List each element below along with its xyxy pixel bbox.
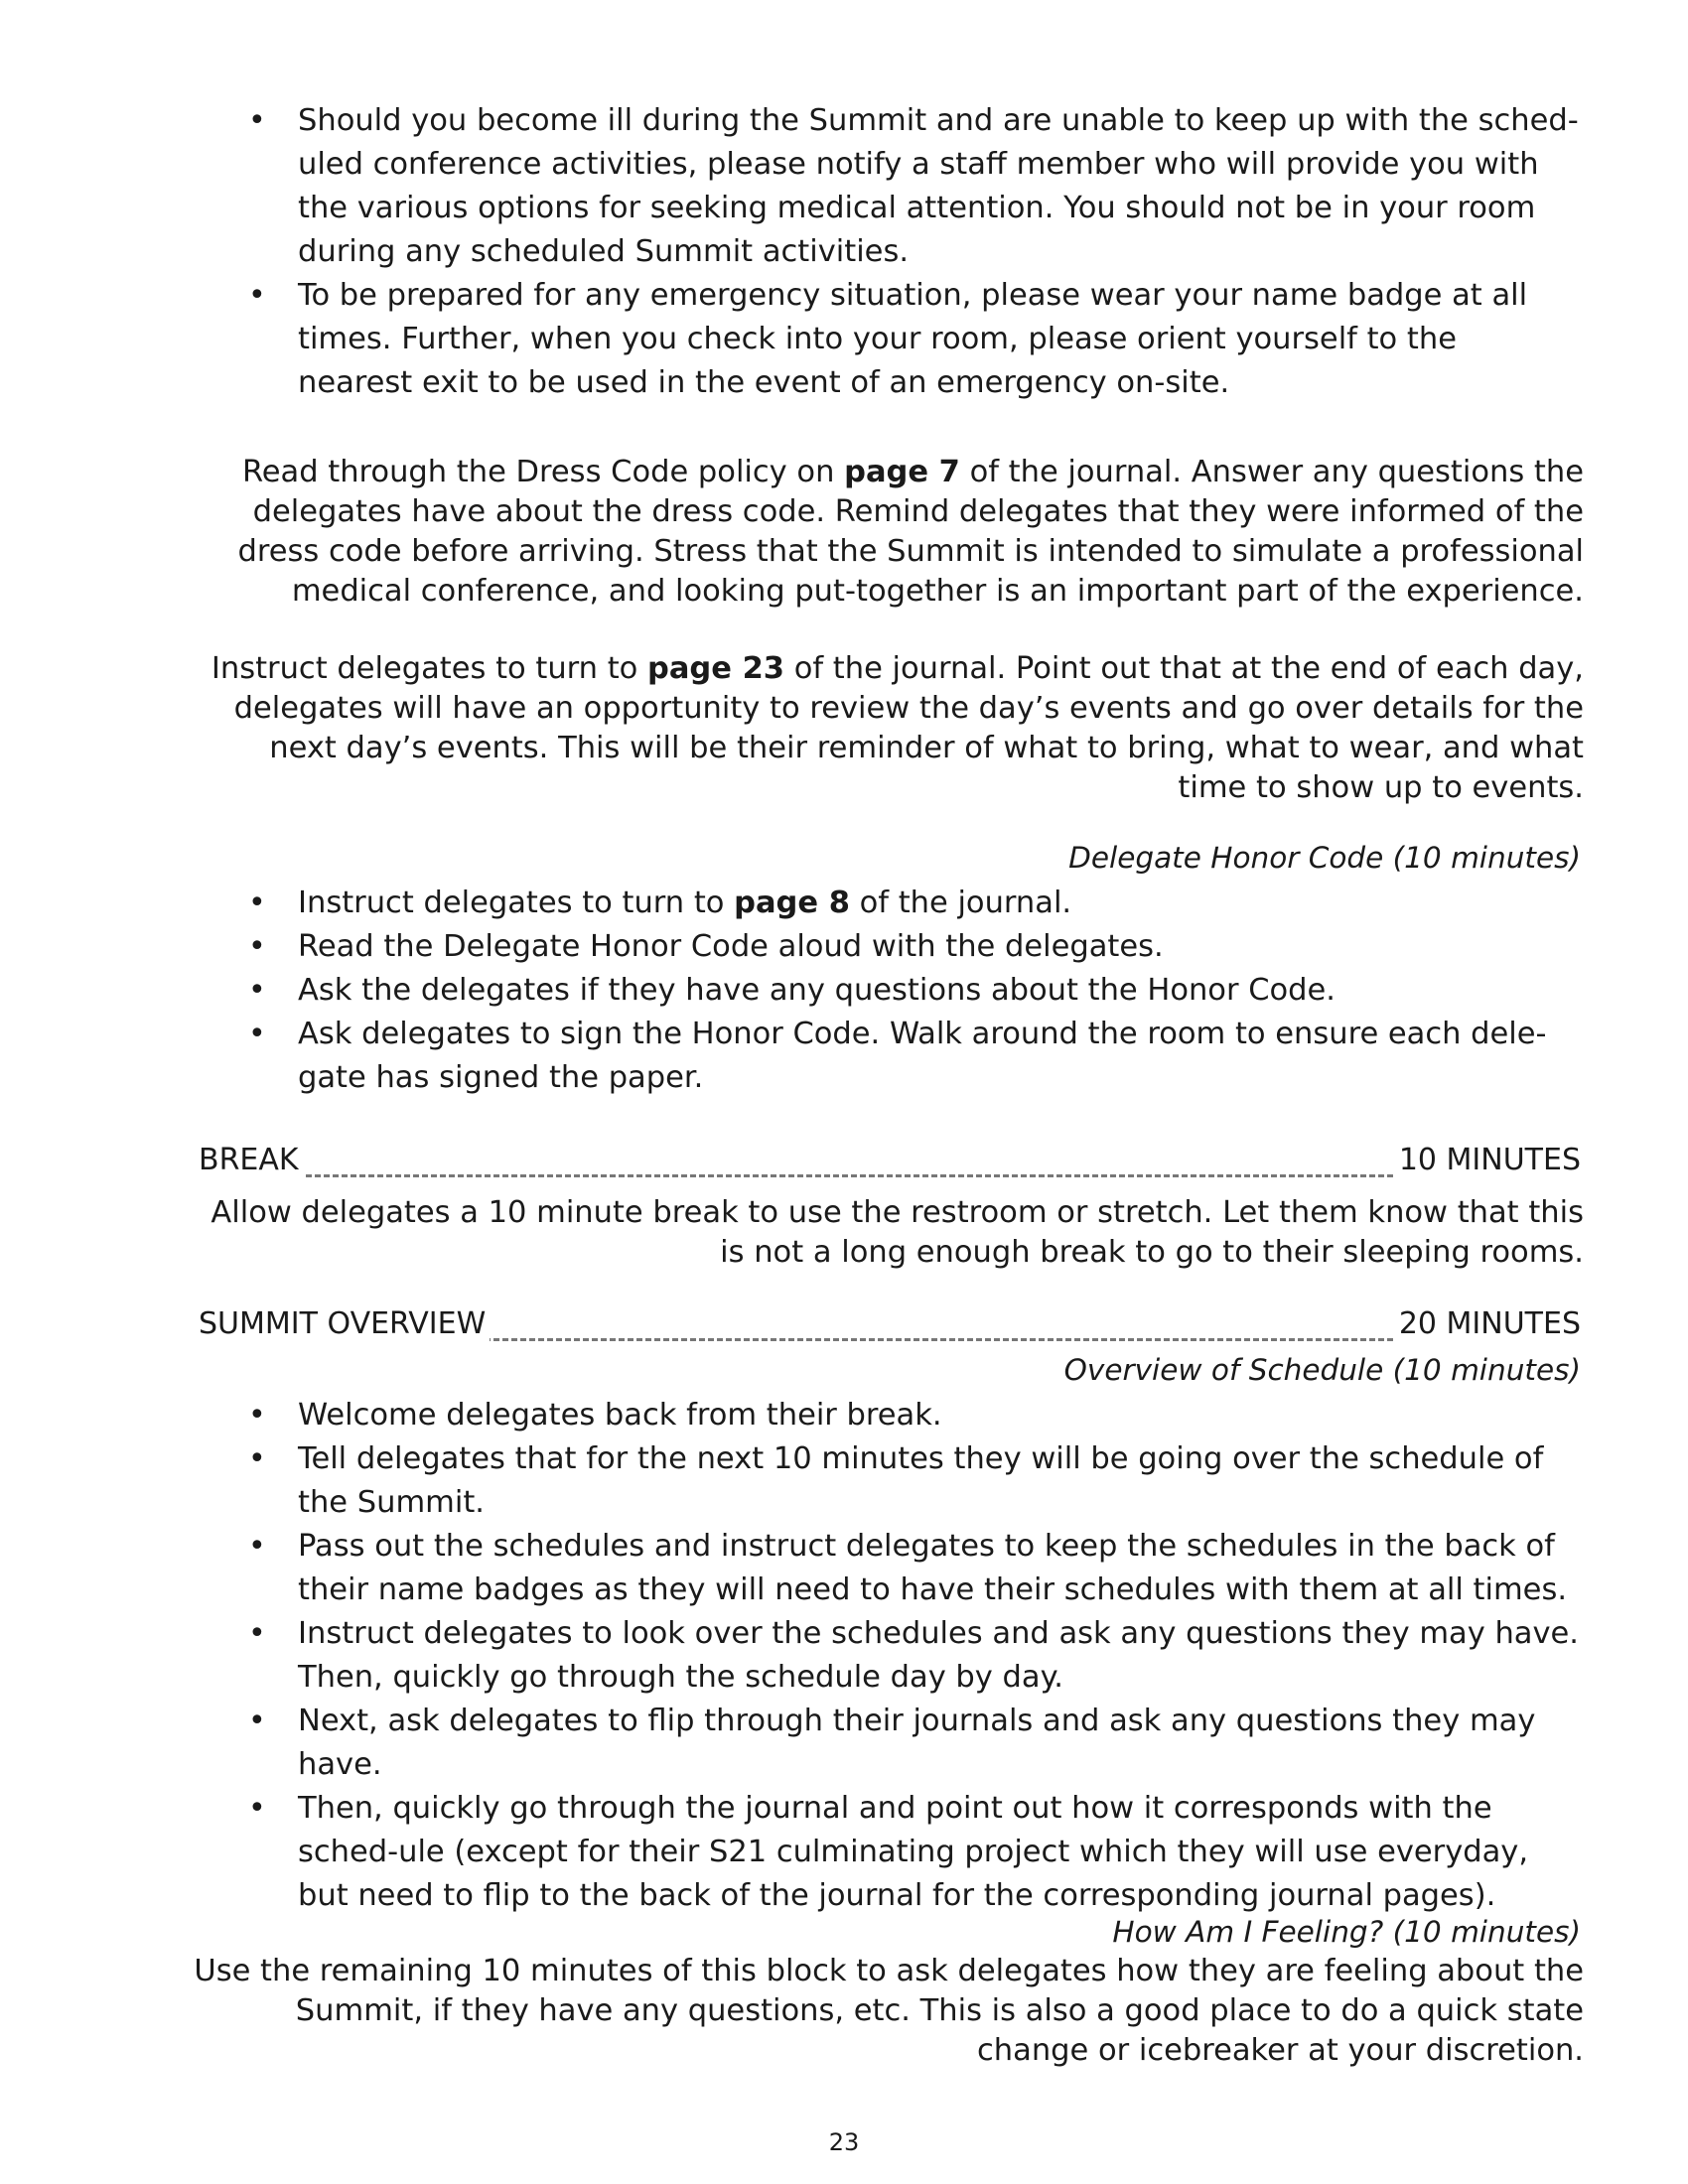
list-item: • Next, ask delegates to flip through their journals and ask any questions they may have. (248, 1700, 1579, 1787)
overview-heading: Overview of Schedule (10 minutes) (1063, 1353, 1581, 1387)
list-item: • Ask the delegates if they have any questions about the Honor Code. (248, 969, 1579, 1013)
top-bullet-list (248, 99, 1579, 405)
honor-code-bullet-list (248, 882, 1579, 1100)
list-item: • Ask delegates to sign the Honor Code. Walk around the room to ensure each dele-gate has signed the paper. (248, 1013, 1579, 1100)
list-item: • Should you become ill during the Summit and are unable to keep up with the sched-uled conference activities, please notify a staff member who will provide you with the various options for seeking medical attention. You should not be in your room during any scheduled Summit activities. (248, 99, 1579, 274)
dress-code-text-pre: Read through the Dress Code policy on (241, 455, 845, 489)
journal-page-ref: page 23 (647, 651, 785, 686)
journal-text-pre: Instruct delegates to turn to (211, 651, 648, 686)
dress-code-paragraph (194, 453, 1584, 612)
section-title: SUMMIT OVERVIEW (199, 1306, 490, 1341)
list-item: • Then, quickly go through the journal and point out how it corresponds with the sched-ule (except for their S21 culminating project which they will use everyday, but need to flip to the back of the journal for the corresponding journal pages). (248, 1787, 1579, 1918)
journal-text-post: of the journal. Point out that at the end of each day, delegates will have an opportunity to review the day’s events and go over details for the next day’s events. This will be their reminder of what to bring, what to wear, and what time to show up to events. (233, 651, 1584, 805)
section-title: BREAK (199, 1143, 303, 1177)
honor-bullet-text-pre: Instruct delegates to turn to (298, 886, 735, 920)
section-duration: 10 MINUTES (1395, 1143, 1581, 1177)
dress-code-page-ref: page 7 (844, 455, 960, 489)
break-paragraph: Allow delegates a 10 minute break to use the restroom or stretch. Let them know that this is not a long enough break to go to their sleeping rooms. (211, 1195, 1584, 1270)
list-item (248, 882, 1579, 925)
journal-page-paragraph (194, 649, 1584, 808)
honor-page-ref: page 8 (734, 886, 850, 920)
feeling-heading: How Am I Feeling? (10 minutes) (1112, 1915, 1581, 1949)
list-item: • Read the Delegate Honor Code aloud with the delegates. (248, 925, 1579, 969)
honor-code-heading: Delegate Honor Code (10 minutes) (1068, 841, 1581, 875)
list-item: • Welcome delegates back from their break. (248, 1394, 1579, 1437)
dashed-divider (199, 1174, 1581, 1177)
dress-code-text-post: of the journal. Answer any questions the delegates have about the dress code. Remind delegates that they were informed of the dress code before arriving. Stress that the Summit is intended to simulate a professional medical conference, and looking put-together is an important part of the experience. (237, 455, 1584, 609)
page-number: 23 (828, 2128, 860, 2156)
list-item: • Tell delegates that for the next 10 minutes they will be going over the schedule of the Summit. (248, 1437, 1579, 1525)
list-item: • Instruct delegates to look over the schedules and ask any questions they may have. Then, quickly go through the schedule day by day. (248, 1612, 1579, 1700)
overview-section-header (199, 1303, 1581, 1347)
feeling-paragraph: Use the remaining 10 minutes of this block to ask delegates how they are feeling about the Summit, if they have any questions, etc. This is also a good place to do a quick state change or icebreaker at your discretion. (194, 1954, 1584, 2068)
list-item: • Pass out the schedules and instruct delegates to keep the schedules in the back of their name badges as they will need to have their schedules with them at all times. (248, 1525, 1579, 1612)
honor-bullet-text-post: of the journal. (849, 886, 1072, 920)
overview-bullet-list (248, 1394, 1579, 1918)
section-duration: 20 MINUTES (1395, 1306, 1581, 1341)
list-item: • To be prepared for any emergency situation, please wear your name badge at all times. Further, when you check into your room, please orient yourself to the nearest exit to be used in the event of an emergency on-site. (248, 274, 1579, 405)
break-section-header (199, 1140, 1581, 1183)
